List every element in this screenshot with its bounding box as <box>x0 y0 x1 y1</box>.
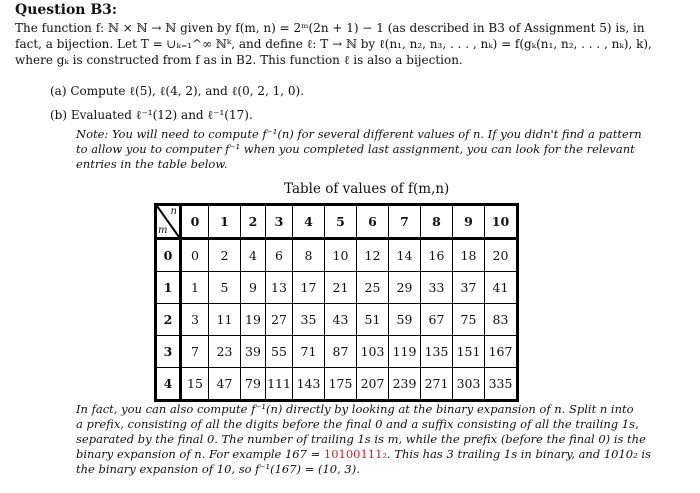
part-a: (a) Compute ℓ(5), ℓ(4, 2), and ℓ(0, 2, 1, 0). <box>50 84 305 98</box>
table-cell: 71 <box>293 336 325 368</box>
table-cell: 37 <box>453 272 485 304</box>
col-header: 6 <box>357 205 389 239</box>
table-cell: 39 <box>241 336 266 368</box>
table-cell: 151 <box>453 336 485 368</box>
table-cell: 17 <box>293 272 325 304</box>
col-header: 10 <box>485 205 518 239</box>
col-header: 2 <box>241 205 266 239</box>
intro-line-2: fact, a bijection. Let T = ∪ₖ₌₁^∞ ℕᵏ, and define ℓ: T → ℕ by ℓ(n₁, n₂, n₃, . . . , nₖ) = f(gₖ(n₁, n₂, . . . , nₖ), k), <box>15 37 652 51</box>
table-cell: 55 <box>266 336 293 368</box>
table-cell: 12 <box>357 239 389 272</box>
table-cell: 111 <box>266 368 293 401</box>
intro-line-1: The function f: ℕ × ℕ → ℕ given by f(m, n) = 2ᵐ(2n + 1) − 1 (as described in B3 of Assignment 5) is, in <box>15 21 645 35</box>
table-cell: 41 <box>485 272 518 304</box>
table-title: Table of values of f(m,n) <box>284 181 450 197</box>
table-cell: 23 <box>209 336 241 368</box>
col-header: 7 <box>389 205 421 239</box>
table-cell: 27 <box>266 304 293 336</box>
corner-m-label: m <box>158 225 168 236</box>
table-cell: 5 <box>209 272 241 304</box>
binary-highlight: 10100111₂ <box>323 447 388 461</box>
table-cell: 175 <box>325 368 357 401</box>
table-cell: 143 <box>293 368 325 401</box>
table-corner-cell <box>156 205 181 239</box>
table-cell: 21 <box>325 272 357 304</box>
intro-line-3: where gₖ is constructed from f as in B2. This function ℓ is also a bijection. <box>15 53 463 67</box>
final-paragraph <box>76 402 686 477</box>
row-header: 2 <box>156 304 181 336</box>
table-row <box>156 272 518 304</box>
table-row <box>156 336 518 368</box>
final-line-1: In fact, you can also compute f⁻¹(n) directly by looking at the binary expansion of n. Split n into <box>76 402 634 416</box>
row-header: 3 <box>156 336 181 368</box>
table-cell: 13 <box>266 272 293 304</box>
note-line-1: Note: You will need to compute f⁻¹(n) for several different values of n. If you didn't find a pattern <box>76 127 642 141</box>
table-cell: 87 <box>325 336 357 368</box>
values-table <box>154 203 519 402</box>
table-cell: 239 <box>389 368 421 401</box>
table-cell: 103 <box>357 336 389 368</box>
question-title: Question B3: <box>15 2 118 18</box>
note-line-3: entries in the table below. <box>76 157 228 171</box>
final-line-5: the binary expansion of 10, so f⁻¹(167) = (10, 3). <box>76 462 360 476</box>
table-cell: 14 <box>389 239 421 272</box>
intro-paragraph <box>15 20 690 68</box>
table-cell: 9 <box>241 272 266 304</box>
table-cell: 47 <box>209 368 241 401</box>
corner-n-label: n <box>170 206 177 217</box>
table-cell: 271 <box>421 368 453 401</box>
row-header: 0 <box>156 239 181 272</box>
note-paragraph <box>76 127 681 172</box>
table-cell: 8 <box>293 239 325 272</box>
table-cell: 35 <box>293 304 325 336</box>
table-cell: 67 <box>421 304 453 336</box>
table-cell: 7 <box>181 336 209 368</box>
final-line-4-post: . This has 3 trailing 1s in binary, and 1010₂ is <box>387 447 651 461</box>
final-line-4 <box>76 447 686 462</box>
table-cell: 20 <box>485 239 518 272</box>
table-header-row <box>156 205 518 239</box>
col-header: 1 <box>209 205 241 239</box>
table-cell: 2 <box>209 239 241 272</box>
row-header: 1 <box>156 272 181 304</box>
table-cell: 51 <box>357 304 389 336</box>
table-cell: 207 <box>357 368 389 401</box>
table-cell: 1 <box>181 272 209 304</box>
table-cell: 3 <box>181 304 209 336</box>
table-cell: 75 <box>453 304 485 336</box>
final-line-3: separated by the final 0. The number of trailing 1s is m, while the prefix (before the final 0) is the <box>76 432 646 446</box>
table-cell: 79 <box>241 368 266 401</box>
col-header: 4 <box>293 205 325 239</box>
col-header: 3 <box>266 205 293 239</box>
table-cell: 0 <box>181 239 209 272</box>
note-line-2: to allow you to computer f⁻¹ when you completed last assignment, you can look for the relevant <box>76 142 635 156</box>
table-cell: 29 <box>389 272 421 304</box>
table-cell: 59 <box>389 304 421 336</box>
table-cell: 83 <box>485 304 518 336</box>
row-header: 4 <box>156 368 181 401</box>
col-header: 8 <box>421 205 453 239</box>
table-row <box>156 239 518 272</box>
table-row <box>156 304 518 336</box>
table-cell: 19 <box>241 304 266 336</box>
table-cell: 16 <box>421 239 453 272</box>
table-cell: 135 <box>421 336 453 368</box>
col-header: 0 <box>181 205 209 239</box>
table-cell: 6 <box>266 239 293 272</box>
table-row <box>156 368 518 401</box>
table-cell: 119 <box>389 336 421 368</box>
table-cell: 303 <box>453 368 485 401</box>
part-b: (b) Evaluated ℓ⁻¹(12) and ℓ⁻¹(17). <box>50 108 253 122</box>
final-line-2: a prefix, consisting of all the digits before the final 0 and a suffix consisting of all the trailing 1s, <box>76 417 639 431</box>
table-cell: 335 <box>485 368 518 401</box>
table-cell: 25 <box>357 272 389 304</box>
table-cell: 33 <box>421 272 453 304</box>
table-cell: 43 <box>325 304 357 336</box>
table-cell: 10 <box>325 239 357 272</box>
col-header: 9 <box>453 205 485 239</box>
table-cell: 4 <box>241 239 266 272</box>
table-cell: 167 <box>485 336 518 368</box>
table-cell: 11 <box>209 304 241 336</box>
col-header: 5 <box>325 205 357 239</box>
final-line-4-pre: binary expansion of n. For example 167 = <box>76 447 324 461</box>
table-cell: 18 <box>453 239 485 272</box>
table-cell: 15 <box>181 368 209 401</box>
